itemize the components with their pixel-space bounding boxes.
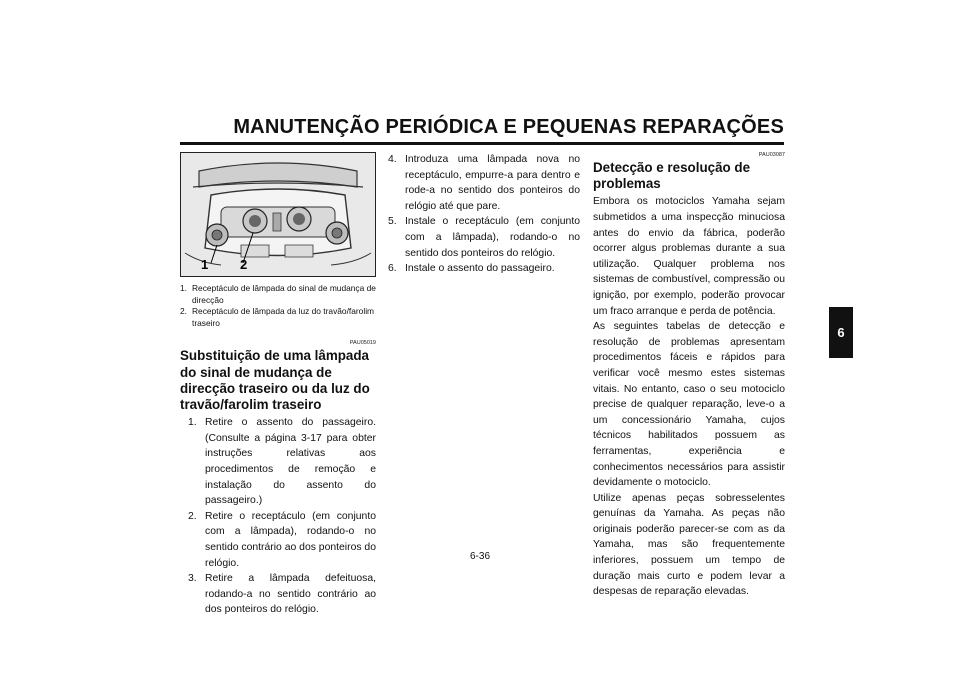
step-text: Introduza uma lâmpada nova no receptáculo, empurre-a para dentro e rode-a no sentido dos ponteiros do relógio até que pare. xyxy=(405,154,580,212)
step-number: 4. xyxy=(388,154,397,165)
paragraph: As seguintes tabelas de detecção e resolução de problemas apresentam procedimentos fáceis e rápidos para verificar você mesmo estes sistemas vitais. No entanto, caso o seu motociclo precise de qualquer reparação, leve-o a um concessionário Yamaha, cujos técnicos habilitados possuem as ferramentas, experiência e conhecimentos necessários para assistir devidamente o motociclo. xyxy=(593,321,785,489)
section-code: PAU05019 xyxy=(349,340,376,347)
step-item xyxy=(180,509,376,571)
section-title: Substituição de uma lâmpada do sinal de mudança de direcção traseiro ou da luz do travão/farolim traseiro xyxy=(180,348,370,412)
column-middle xyxy=(388,152,580,277)
caption-item xyxy=(180,283,376,306)
step-number: 1. xyxy=(188,417,197,429)
step-item xyxy=(388,261,580,277)
step-item xyxy=(180,571,376,618)
section-code: PAU03087 xyxy=(758,152,785,158)
figure-callout-2: 2 xyxy=(240,257,248,272)
column-right xyxy=(593,152,785,600)
header-rule xyxy=(180,142,784,145)
step-number: 2. xyxy=(188,510,197,522)
figure-caption xyxy=(180,283,376,329)
page-header-title: MANUTENÇÃO PERIÓDICA E PEQUENAS REPARAÇÕES xyxy=(233,116,784,138)
step-text: Instale o receptáculo (em conjunto com a lâmpada), rodando-o no sentido dos ponteiros do relógio. xyxy=(405,216,580,259)
step-text: Retire o assento do passageiro. (Consulte a página 3-17 para obter instruções relativas aos procedimentos de remoção e instalação do assento do passageiro.) xyxy=(205,417,376,507)
step-text: Instale o assento do passageiro. xyxy=(405,263,555,275)
step-item xyxy=(388,152,580,214)
column-left xyxy=(180,152,376,618)
step-item xyxy=(180,415,376,509)
caption-item-number: 2. xyxy=(180,306,187,317)
steps-list xyxy=(180,415,376,618)
caption-item-text: Receptáculo de lâmpada da luz do travão/farolim traseiro xyxy=(192,306,375,328)
tail-light-figure xyxy=(180,152,376,277)
step-text: Retire a lâmpada defeituosa, rodando-a no sentido contrário ao dos ponteiros do relógio. xyxy=(205,573,376,616)
paragraph: Utilize apenas peças sobresselentes genuínas da Yamaha. As peças não originais poderão parecer-se com as da Yamaha, mas são frequentemente inferiores, possuem um tempo de duração mais curto e podem levar a despesas de reparação elevadas. xyxy=(593,492,785,598)
paragraph: Embora os motociclos Yamaha sejam submetidos a uma inspecção minuciosa antes do envio da fábrica, poderão ocorrer algus problemas durante a sua utilização. Qualquer problema nos sistemas de combustível, compressão ou ignição, por exemplo, poderão provocar um fraco arranque e perda de potência. xyxy=(593,196,785,317)
section-title: Detecção e resolução de problemas xyxy=(593,160,751,192)
steps-list-continued xyxy=(388,152,580,277)
caption-item-number: 1. xyxy=(180,283,187,293)
step-item xyxy=(388,214,580,261)
step-text: Retire o receptáculo (em conjunto com a lâmpada), rodando-o no sentido contrário ao dos ponteiros do relógio. xyxy=(205,510,376,569)
caption-item-text: Receptáculo de lâmpada do sinal de mudança de direcção xyxy=(192,283,376,305)
step-number: 3. xyxy=(188,573,197,585)
figure-callout-1: 1 xyxy=(201,257,209,272)
page-number: 6-36 xyxy=(470,551,491,562)
chapter-tab: 6 xyxy=(829,307,853,358)
step-number: 6. xyxy=(388,263,397,275)
step-number: 5. xyxy=(388,216,397,228)
tail-light-illustration xyxy=(181,153,375,276)
caption-item xyxy=(180,306,376,329)
